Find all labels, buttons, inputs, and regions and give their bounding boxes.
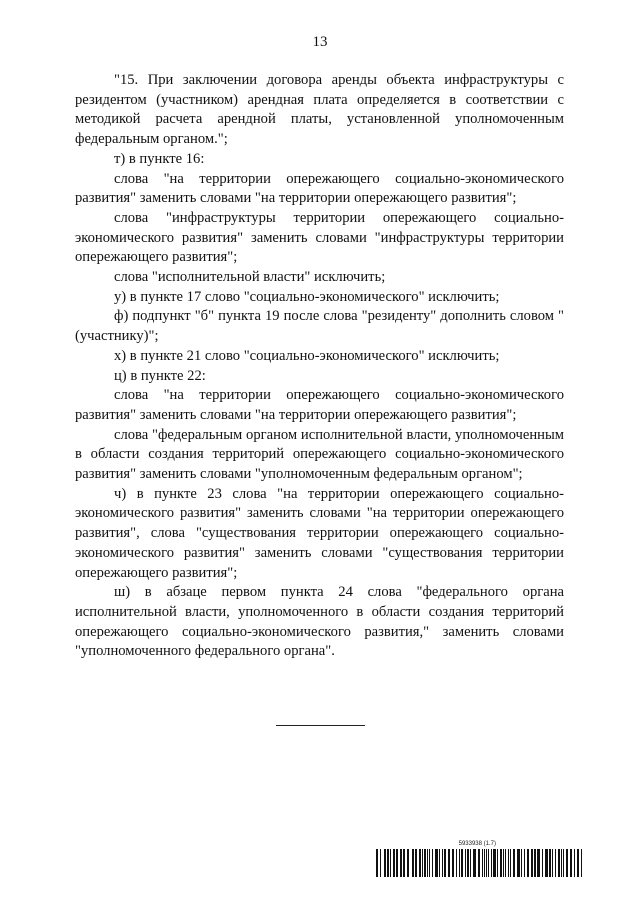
paragraph: слова "инфраструктуры территории опережающего социально-экономического развития" заменить словами "инфраструктуры территории опережающего развития"; [75, 209, 564, 266]
paragraph: ш) в абзаце первом пункта 24 слова "федерального органа исполнительной власти, уполномоченного в области создания территорий опережающего социально-экономического развития," заменить словами "уполномоченного федерального органа". [75, 584, 564, 660]
barcode [376, 849, 588, 877]
paragraph: слова "федеральным органом исполнительной власти, уполномоченным в области создания территорий опережающего социально-экономического развития" заменить словами "уполномоченным федеральным органом"; [75, 426, 564, 483]
page-number: 13 [312, 34, 328, 50]
paragraph: "15. При заключении договора аренды объекта инфраструктуры с резидентом (участником) арендная плата определяется в соответствии с методикой расчета арендной платы, установленной уполномоченным федеральным органом."; [75, 72, 564, 148]
paragraph: ф) подпункт "б" пункта 19 после слова "резиденту" дополнить словом "(участнику)"; [75, 308, 564, 345]
paragraph: ч) в пункте 23 слова "на территории опережающего социально-экономического развития" заменить словами "на территории опережающего развития", слова "существования территории опережающего социально-экономического развития" заменить словами "существования территории опережающего развития"; [75, 485, 564, 581]
document-body [75, 71, 564, 662]
paragraph: ц) в пункте 22: [114, 367, 206, 384]
paragraph: слова "исполнительной власти" исключить; [114, 269, 386, 286]
paragraph: слова "на территории опережающего социально-экономического развития" заменить словами "на территории опережающего развития"; [75, 170, 564, 207]
paragraph: т) в пункте 16: [114, 150, 205, 167]
paragraph: слова "на территории опережающего социально-экономического развития" заменить словами "на территории опережающего развития"; [75, 387, 564, 423]
barcode-code: 5933938 (1.7) [458, 841, 496, 847]
barcode-block [376, 841, 588, 877]
paragraph: у) в пункте 17 слово "социально-экономического" исключить; [114, 288, 500, 305]
paragraph: х) в пункте 21 слово "социально-экономического" исключить; [114, 347, 500, 364]
end-separator-line [276, 725, 365, 726]
